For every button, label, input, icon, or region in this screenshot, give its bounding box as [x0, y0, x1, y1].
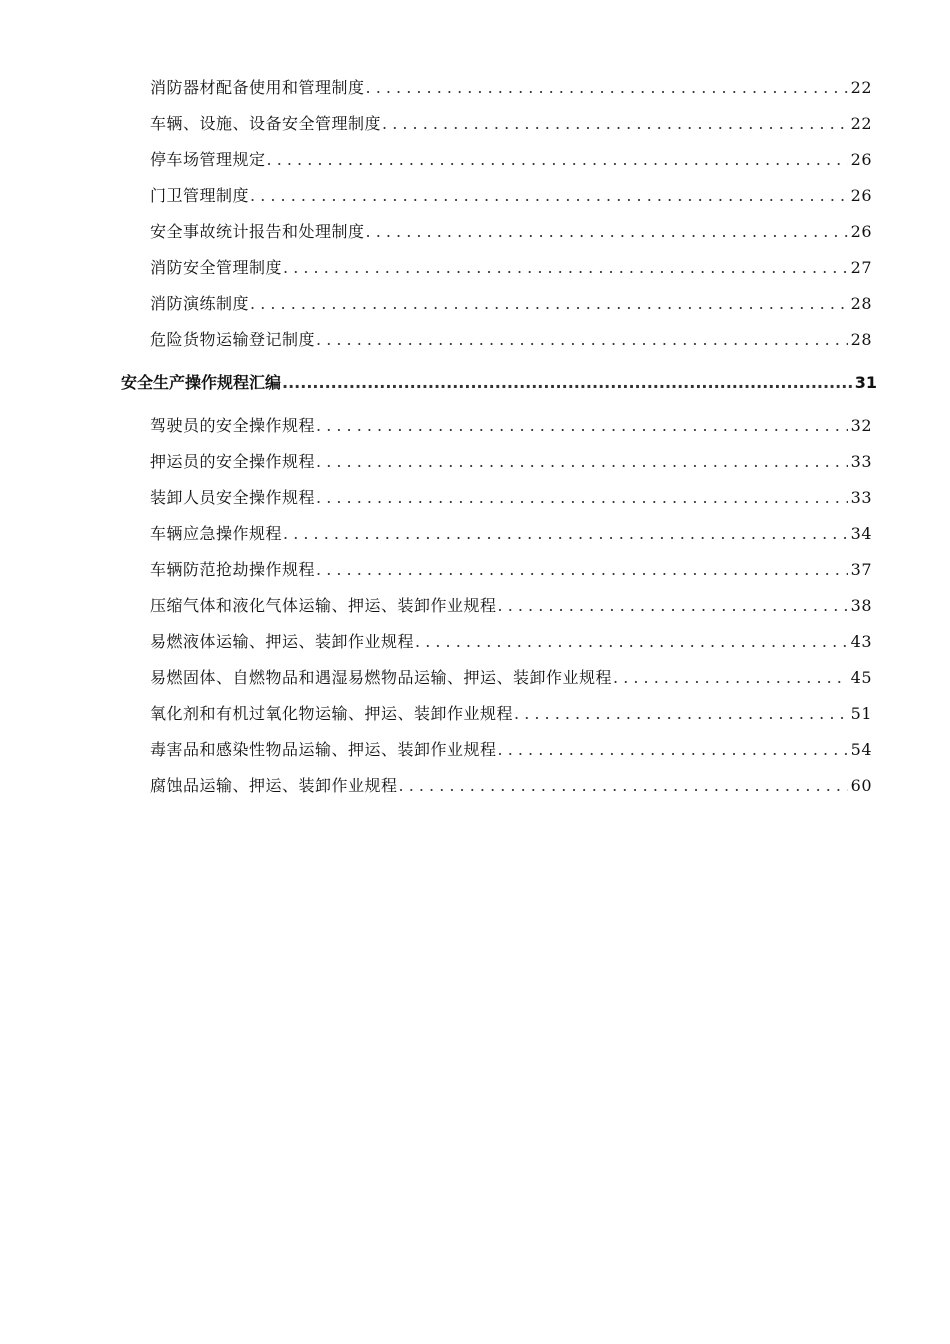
toc-entry[interactable]	[0, 286, 950, 322]
toc-section-heading[interactable]	[0, 358, 950, 408]
dot-leader	[250, 286, 848, 322]
toc-entry-title: 消防安全管理制度	[150, 258, 283, 277]
toc-entry[interactable]	[0, 444, 950, 480]
toc-entry-title: 停车场管理规定	[150, 150, 266, 169]
toc-entry-title: 门卫管理制度	[150, 186, 250, 205]
toc-entry-page-number: 31	[854, 373, 877, 392]
toc-entry-title: 安全生产操作规程汇编	[121, 373, 282, 392]
toc-entry-page-number: 60	[850, 776, 872, 795]
dot-leader	[498, 588, 848, 624]
toc-entry[interactable]	[0, 588, 950, 624]
dot-leader	[250, 178, 848, 214]
toc-entry-title: 押运员的安全操作规程	[150, 452, 316, 471]
toc-entry-page-number: 32	[850, 416, 872, 435]
dot-leader	[366, 70, 848, 106]
dot-leader	[316, 552, 848, 588]
toc-entry-page-number: 34	[850, 524, 872, 543]
toc-entry-title: 装卸人员安全操作规程	[150, 488, 316, 507]
toc-entry-page-number: 28	[850, 294, 872, 313]
toc-entry-title: 腐蚀品运输、押运、装卸作业规程	[150, 776, 398, 795]
toc-entry-page-number: 33	[850, 452, 872, 471]
toc-entry-title: 车辆防范抢劫操作规程	[150, 560, 316, 579]
toc-entry-title: 车辆、设施、设备安全管理制度	[150, 114, 382, 133]
toc-entry[interactable]	[0, 624, 950, 660]
dot-leader	[613, 660, 848, 696]
toc-entry-title: 易燃固体、自燃物品和遇湿易燃物品运输、押运、装卸作业规程	[150, 668, 613, 687]
toc-entry[interactable]	[0, 552, 950, 588]
toc-entry-page-number: 37	[850, 560, 872, 579]
toc-entry[interactable]	[0, 732, 950, 768]
toc-entry-page-number: 26	[850, 186, 872, 205]
toc-entry-title: 氧化剂和有机过氧化物运输、押运、装卸作业规程	[150, 704, 514, 723]
toc-entry-title: 车辆应急操作规程	[150, 524, 283, 543]
dot-leader	[382, 106, 848, 142]
toc-entry-title: 消防器材配备使用和管理制度	[150, 78, 365, 97]
toc-entry[interactable]	[0, 322, 950, 358]
toc-entry[interactable]	[0, 660, 950, 696]
toc-entry-title: 消防演练制度	[150, 294, 250, 313]
toc-entry-title: 易燃液体运输、押运、装卸作业规程	[150, 632, 415, 651]
toc-entry-title: 危险货物运输登记制度	[150, 330, 316, 349]
dot-leader	[283, 516, 848, 552]
toc-entry-page-number: 22	[850, 78, 872, 97]
dot-leader	[514, 696, 848, 732]
toc-entry[interactable]	[0, 214, 950, 250]
toc-entry[interactable]	[0, 106, 950, 142]
toc-entry-page-number: 45	[850, 668, 872, 687]
table-of-contents	[0, 70, 950, 804]
toc-entry-page-number: 43	[850, 632, 872, 651]
toc-entry[interactable]	[0, 250, 950, 286]
toc-entry-page-number: 26	[850, 150, 872, 169]
dot-leader	[415, 624, 848, 660]
toc-entry[interactable]	[0, 480, 950, 516]
toc-entry-page-number: 38	[850, 596, 872, 615]
toc-entry[interactable]	[0, 70, 950, 106]
toc-entry[interactable]	[0, 696, 950, 732]
dot-leader	[498, 732, 848, 768]
toc-entry[interactable]	[0, 408, 950, 444]
toc-entry[interactable]	[0, 516, 950, 552]
toc-entry-title: 安全事故统计报告和处理制度	[150, 222, 365, 241]
toc-entry-page-number: 33	[850, 488, 872, 507]
toc-entry-page-number: 28	[850, 330, 872, 349]
dot-leader	[366, 214, 848, 250]
dot-leader	[399, 768, 848, 804]
dot-leader	[282, 358, 852, 408]
toc-entry-page-number: 51	[850, 704, 872, 723]
toc-entry-page-number: 54	[850, 740, 872, 759]
toc-entry-page-number: 22	[850, 114, 872, 133]
dot-leader	[316, 322, 848, 358]
toc-entry-title: 压缩气体和液化气体运输、押运、装卸作业规程	[150, 596, 497, 615]
toc-entry-title: 毒害品和感染性物品运输、押运、装卸作业规程	[150, 740, 497, 759]
dot-leader	[316, 480, 848, 516]
toc-entry[interactable]	[0, 768, 950, 804]
dot-leader	[316, 408, 848, 444]
dot-leader	[283, 250, 848, 286]
toc-entry[interactable]	[0, 178, 950, 214]
toc-entry-page-number: 26	[850, 222, 872, 241]
dot-leader	[267, 142, 848, 178]
toc-entry-page-number: 27	[850, 258, 872, 277]
toc-entry[interactable]	[0, 142, 950, 178]
toc-entry-title: 驾驶员的安全操作规程	[150, 416, 316, 435]
dot-leader	[316, 444, 848, 480]
